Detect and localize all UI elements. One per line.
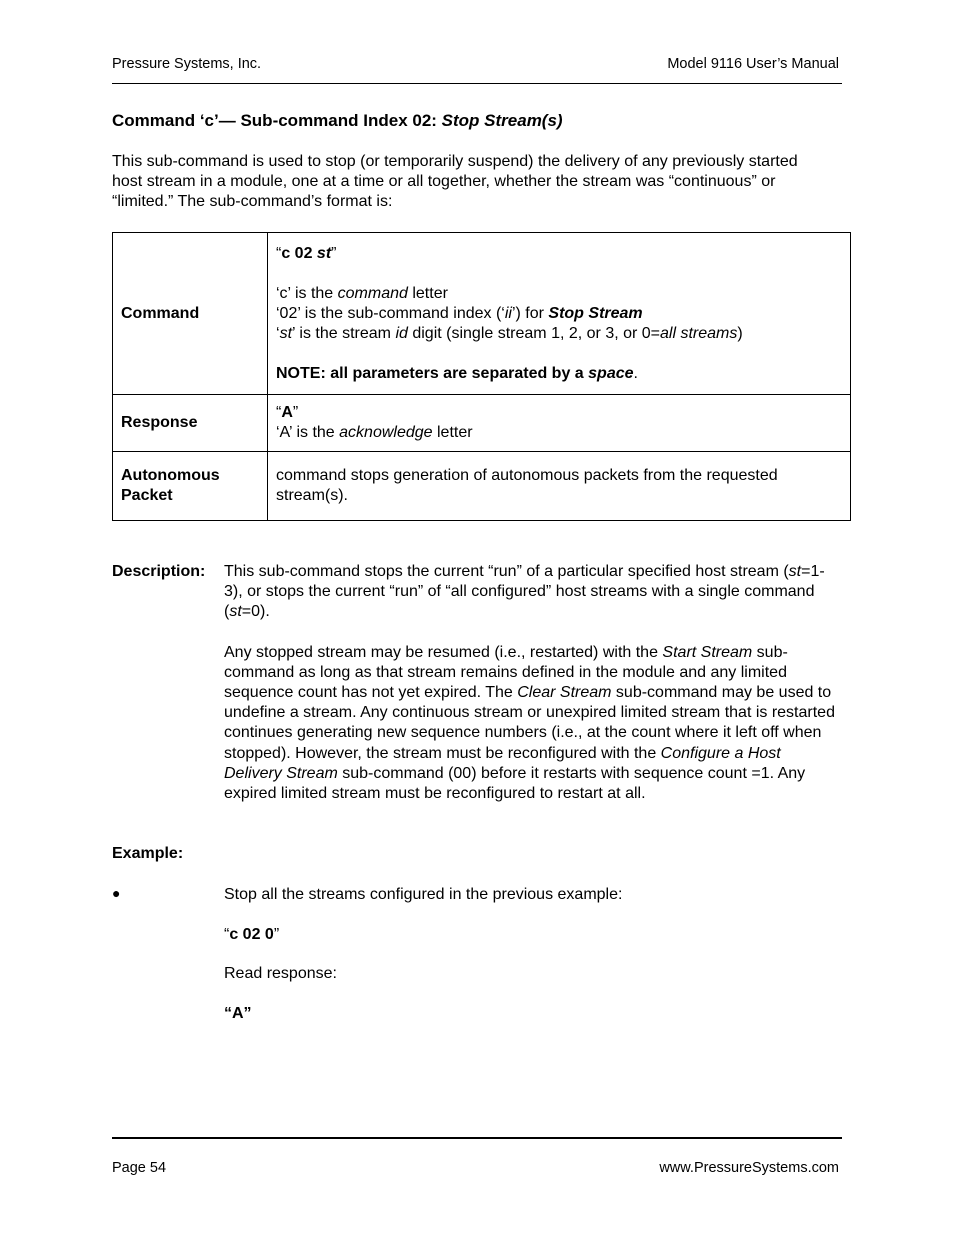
response-format: “A” [276,404,299,421]
example-response: “A” [224,1004,252,1022]
example-label: Example: [112,845,184,862]
description-body [224,562,836,824]
response-details [268,395,851,452]
stream-id-line: ‘st’ is the stream id digit (single stream 1, 2, or 3, or 0=all streams) [276,324,743,342]
table-row-autonomous [113,452,851,521]
autonomous-details: command stops generation of autonomous packets from the requested stream(s). [268,452,851,521]
example-instruction: Stop all the streams configured in the previous example: [224,886,623,903]
table-row-response [113,395,851,452]
example-read-response: Read response: [224,965,337,982]
description-paragraph-1: This sub-command stops the current “run” of a particular specified host stream (st=1-3), or stops the current “run” of “all configured” host streams with a single command (st=0). [224,563,825,621]
subcommand-index-line: ‘02’ is the sub-command index (‘ii’) for Stop Stream [276,304,643,322]
header-company: Pressure Systems, Inc. [112,56,262,72]
section-title: Command ‘c’— Sub-command Index 02: Stop Stream(s) [112,111,563,130]
description-paragraph-2: Any stopped stream may be resumed (i.e., restarted) with the Start Stream sub-command as long as that stream remains defined in the module and any limited sequence count has not yet expired. The Clear Stream sub-command may be used to undefine a stream. Any continuous stream or unexpired limited stream that is restarted continues generating new sequence numbers (i.e., at the count where it left off when stopped). However, the stream must be reconfigured with the Configure a Host Delivery Stream sub-command (00) before it restarts with sequence count =1. Any expired limited stream must be reconfigured to restart at all. [224,643,835,803]
intro-paragraph: This sub-command is used to stop (or temporarily suspend) the delivery of any previously started host stream in a module, one at a time or all together, whether the stream was “continuous” or “limited.” The sub-command’s format is: [112,153,798,210]
parameters-note: NOTE: all parameters are separated by a space. [276,364,638,382]
example-body [224,885,824,1043]
autonomous-label: Autonomous Packet [113,452,268,521]
response-label: Response [113,395,268,452]
command-label: Command [113,233,268,395]
description-label: Description: [112,563,206,580]
header-rule [112,83,842,84]
section-title-name: Stop Stream(s) [441,111,563,130]
response-letter-line: ‘A’ is the acknowledge letter [276,424,473,441]
bullet-icon: ● [112,885,121,901]
header-manual-title: Model 9116 User’s Manual [667,56,839,72]
table-row-command [113,233,851,395]
example-command: “c 02 0” [224,925,280,943]
footer-page-number: Page 54 [112,1160,167,1176]
footer-rule [112,1137,842,1139]
footer-website: www.PressureSystems.com [659,1160,839,1176]
command-details [268,233,851,395]
command-format: “c 02 st” [276,244,337,262]
command-letter-line: ‘c’ is the command letter [276,284,448,302]
command-table [112,232,851,521]
